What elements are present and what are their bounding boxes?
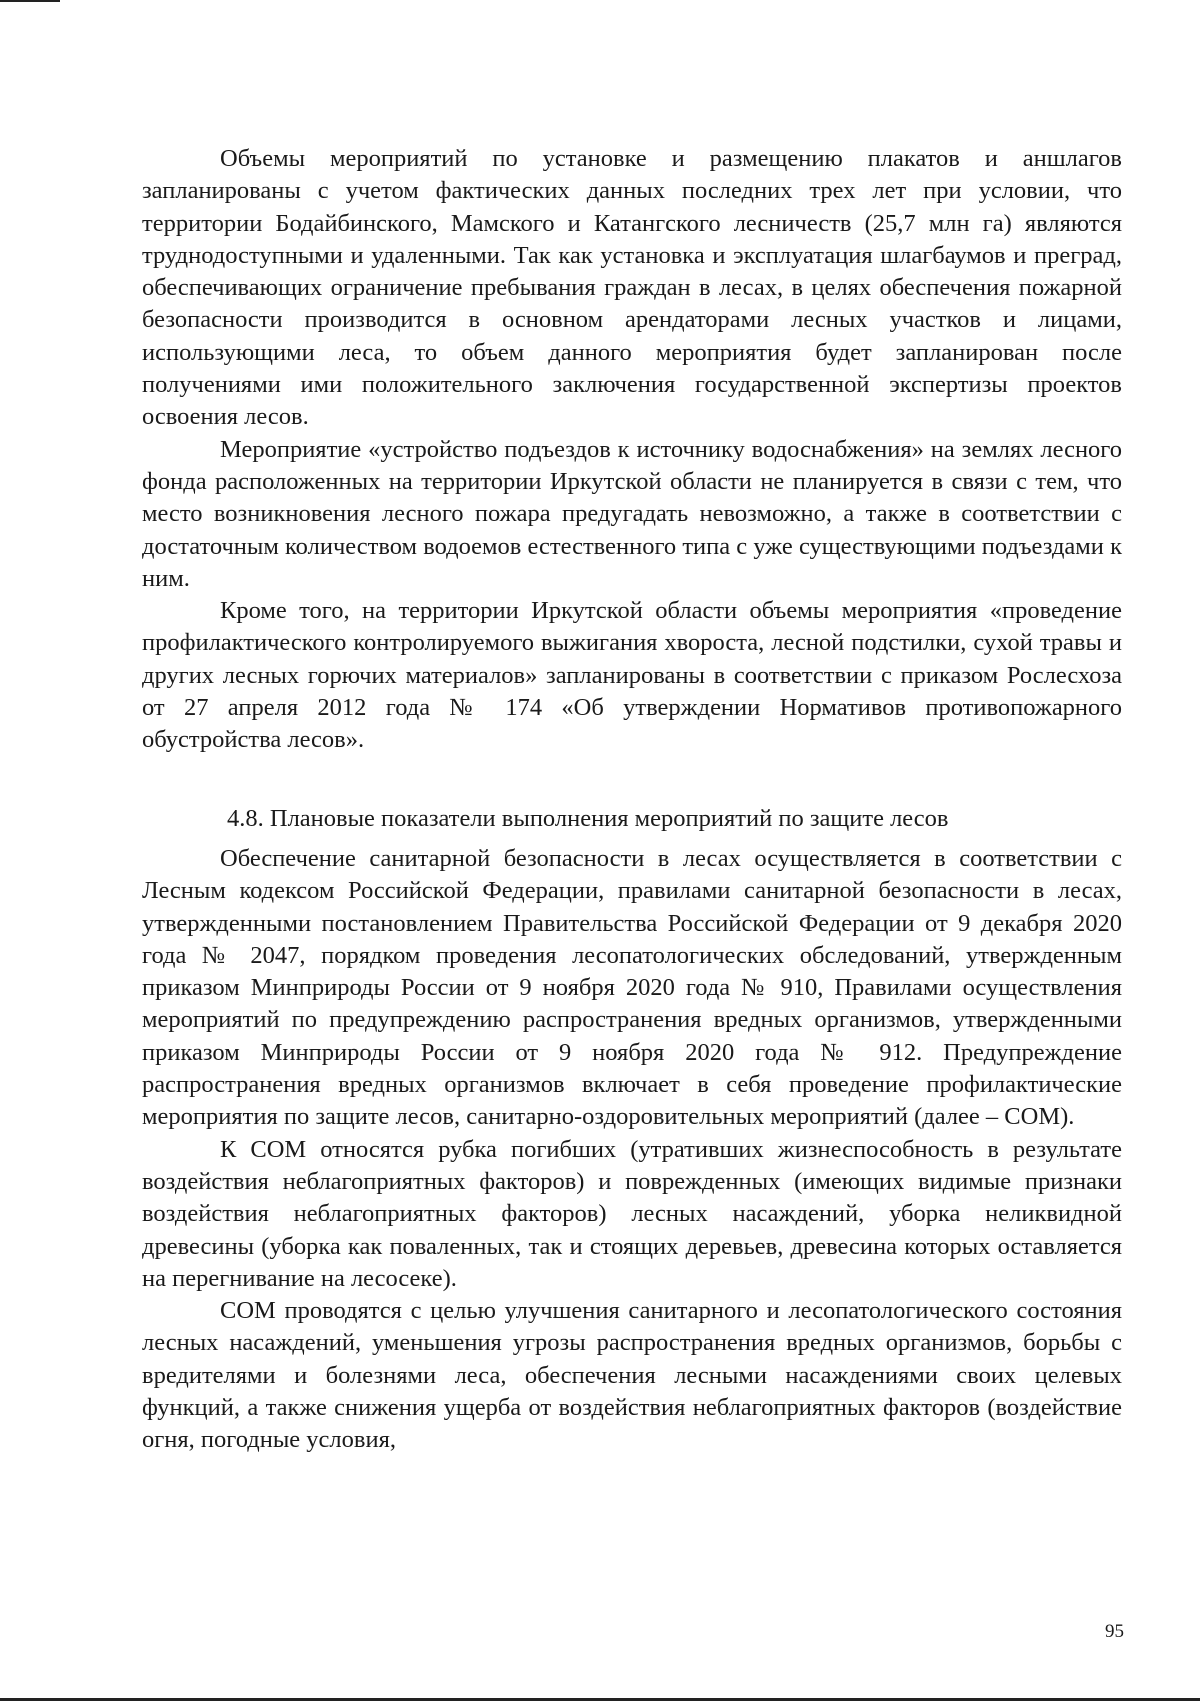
paragraph-som-purpose: СОМ проводятся с целью улучшения санитарного и лесопатологического состояния лесных насаждений, уменьшения угрозы распространения вредных организмов, борьбы с вредителями и болезнями леса, обеспечения лесными насаждениями своих целевых функций, а также снижения ущерба от воздействия неблагоприятных факторов (воздействие огня, погодные условия, (142, 1297, 1122, 1454)
paragraph-water-access-roads: Мероприятие «устройство подъездов к источнику водоснабжения» на землях лесного фонда расположенных на территории Иркутской области не планируется в связи с тем, что место возникновения лесного пожара предугадать невозможно, а также в соответствии с достаточным количеством водоемов естественного типа с уже существующими подъездами к ним. (142, 435, 1122, 592)
paragraph-sanitary-safety: Обеспечение санитарной безопасности в лесах осуществляется в соответствии с Лесным кодексом Российской Федерации, правилами санитарной безопасности в лесах, утвержденными постановлением Правительства Российской Федерации от 9 декабря 2020 года № 2047, порядком проведения лесопатологических обследований, утвержденным приказом Минприроды России от 9 ноября 2020 года № 910, Правилами осуществления мероприятий по предупреждению распространения вредных организмов, утвержденными приказом Минприроды России от 9 ноября 2020 года № 912. Предупреждение распространения вредных организмов включает в себя проведение профилактические мероприятия по защите лесов, санитарно-оздоровительных мероприятий (далее – СОМ). (142, 844, 1122, 1131)
section-heading: 4.8. Плановые показатели выполнения мероприятий по защите лесов (227, 804, 949, 832)
paragraph-posters-volume: Объемы мероприятий по установке и размещению плакатов и аншлагов запланированы с учетом фактических данных последних трех лет при условии, что территории Бодайбинского, Мамского и Катангского лесничеств (25,7 млн га) являются труднодоступными и удаленными. Так как установка и эксплуатация шлагбаумов и преград, обеспечивающих ограничение пребывания граждан в лесах, в целях обеспечения пожарной безопасности производится в основном арендаторами лесных участков и лицами, использующими леса, то объем данного мероприятия будет запланирован после получениями ими положительного заключения государственной экспертизы проектов освоения лесов. (142, 145, 1122, 431)
paragraph-controlled-burning: Кроме того, на территории Иркутской области объемы мероприятия «проведение профилактического контролируемого выжигания хвороста, лесной подстилки, сухой травы и других лесных горючих материалов» запланированы в соответствии с приказом Рослесхоза от 27 апреля 2012 года № 174 «Об утверждении Нормативов противопожарного обустройства лесов». (142, 597, 1122, 754)
scan-edge-top (0, 0, 60, 2)
paragraph-som-definition: К СОМ относятся рубка погибших (утративших жизнеспособность в результате воздействия неблагоприятных факторов) и поврежденных (имеющих видимые признаки воздействия неблагоприятных факторов) лесных насаждений, уборка неликвидной древесины (уборка как поваленных, так и стоящих деревьев, древесина которых оставляется на перегнивание на лесосеке). (142, 1135, 1122, 1292)
document-page (142, 143, 1122, 1457)
page-number: 95 (1105, 1621, 1124, 1642)
